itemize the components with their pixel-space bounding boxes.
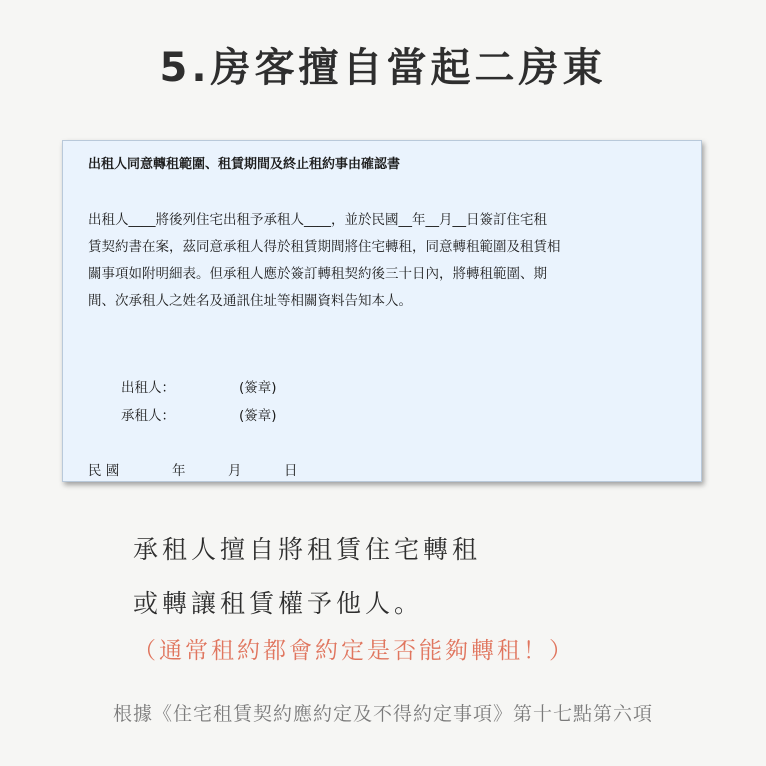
lessor-seal-label: (簽章): [239, 380, 277, 396]
document-title: 出租人同意轉租範圍、租賃期間及終止租約事由確認書: [88, 157, 401, 172]
lessee-label: 承租人：: [121, 408, 175, 424]
date-year-label: 年: [172, 463, 186, 479]
lessee-seal-label: (簽章): [239, 408, 277, 424]
main-text-line-1: 承租人擅自將租賃住宅轉租: [133, 535, 482, 564]
date-month-label: 月: [228, 463, 242, 479]
page-title: 5.房客擅自當起二房東: [159, 45, 607, 91]
lessee-signature-row: [121, 404, 277, 424]
document-body-line: 間、次承租人之姓名及通訊住址等相關資料告知本人。: [88, 293, 412, 309]
document-body-line: 賃契約書在案，茲同意承租人得於租賃期間將住宅轉租，同意轉租範圍及租賃相: [88, 239, 561, 255]
document-body-line: 關事項如附明細表。但承租人應於簽訂轉租契約後三十日內，將轉租範圍、期: [88, 266, 547, 282]
note-text: （通常租約都會約定是否能夠轉租！）: [133, 638, 575, 664]
lessor-label: 出租人：: [121, 380, 175, 396]
document-body: [88, 207, 688, 315]
date-row: [88, 459, 298, 479]
main-text-line-2: 或轉讓租賃權予他人。: [133, 589, 424, 618]
consent-document: [62, 140, 702, 482]
source-citation: 根據《住宅租賃契約應約定及不得約定事項》第十七點第六項: [112, 703, 653, 725]
date-roc-label: 民 國: [88, 463, 120, 479]
document-body-line: 出租人____將後列住宅出租予承租人____，並於民國__年__月__日簽訂住宅租: [88, 212, 547, 228]
lessor-signature-row: [121, 376, 277, 396]
date-day-label: 日: [284, 463, 298, 479]
